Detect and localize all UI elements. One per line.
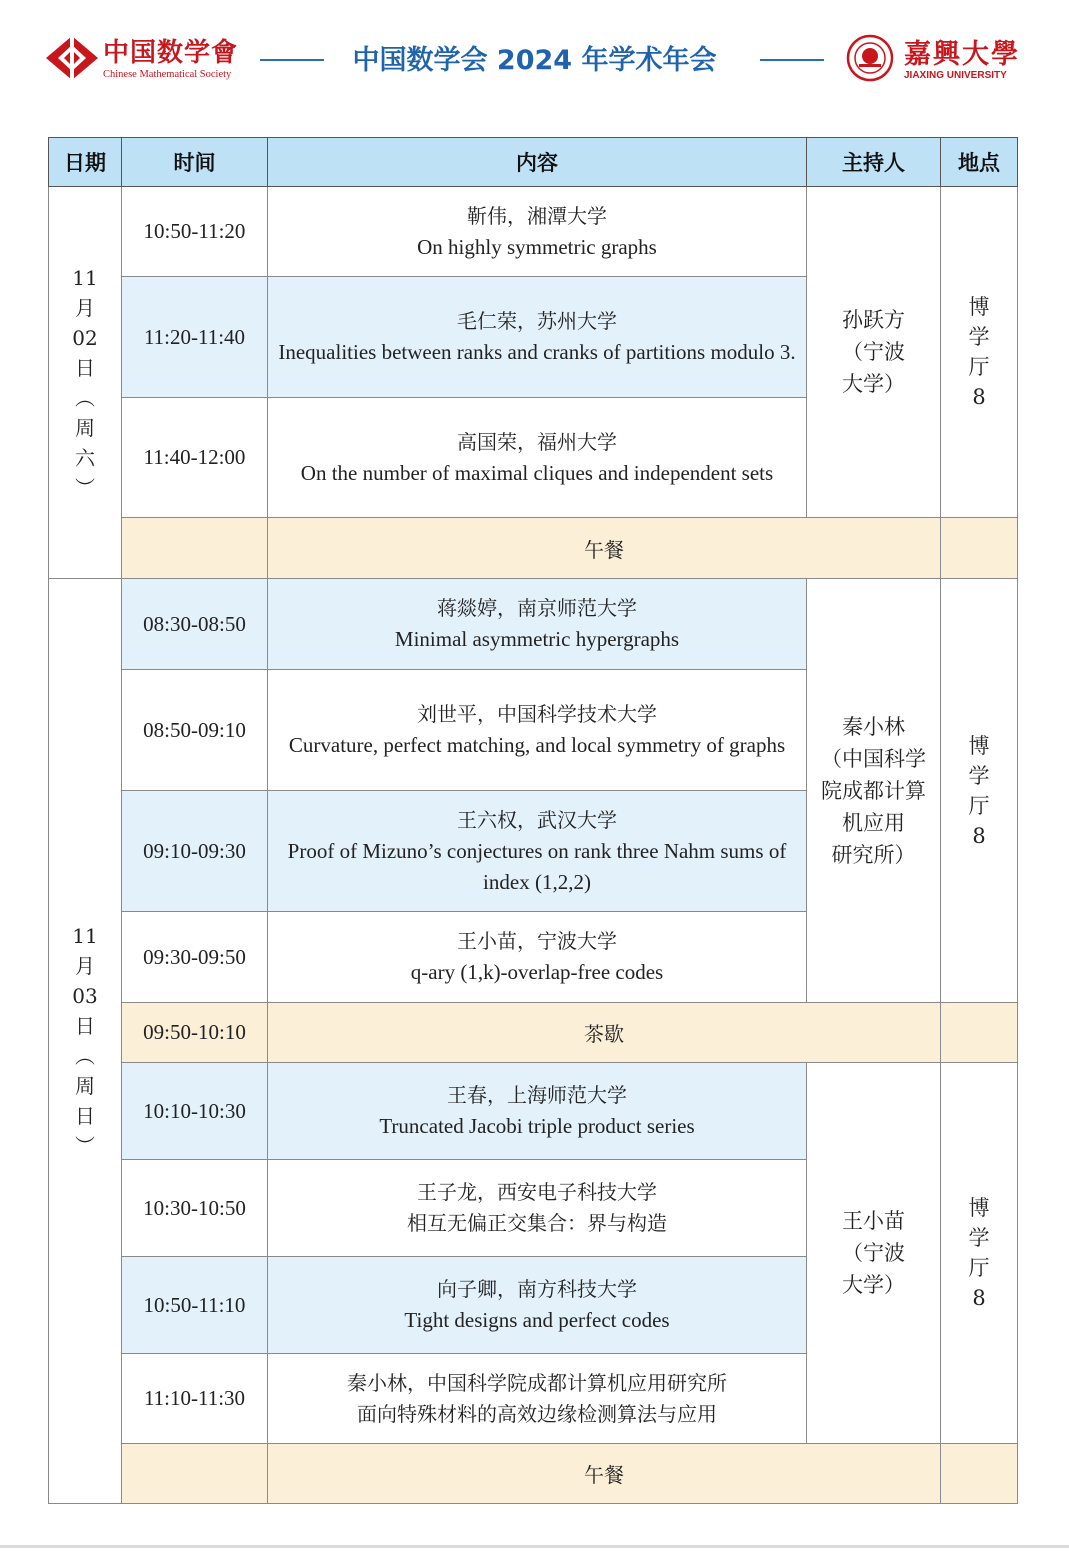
talk-speaker: 王春，上海师范大学 [447,1083,627,1107]
talk-speaker: 向子卿，南方科技大学 [437,1277,637,1301]
table-row [49,187,1018,277]
talk-time: 10:10-10:30 [122,1063,268,1160]
talk-content [268,670,807,791]
host-cell: 孙跃方 （宁波 大学） [807,187,941,518]
talk-time: 09:10-09:30 [122,791,268,912]
lunch-time-cell [122,1444,268,1504]
talk-title: 相互无偏正交集合：界与构造 [407,1211,667,1235]
talk-title: Proof of Mizuno’s conjectures on rank three Nahm sums of index (1,2,2) [287,838,787,894]
jiaxing-logo-subtitle: JIAXING UNIVERSITY [904,70,1007,81]
host-cell: 王小苗 （宁波 大学） [807,1063,941,1444]
table-header-row [49,138,1018,187]
jiaxing-logo [846,32,1026,88]
date-cell: 11 月 03 日 ︵ 周 日 ︶ [49,579,122,1504]
talk-content [268,277,807,398]
page-title: 中国数学会 2024 年学术年会 [352,45,717,76]
cms-logo-subtitle: Chinese Mathematical Society [103,69,232,80]
talk-content [268,1160,807,1257]
column-header-content: 内容 [268,138,807,187]
table-row [49,1063,1018,1160]
header-divider-right [760,59,824,61]
talk-content [268,398,807,518]
lunch-time-cell [122,518,268,579]
talk-speaker: 王六权，武汉大学 [457,807,617,832]
location-cell: 博 学 厅 8 [941,579,1018,1003]
talk-content [268,1257,807,1354]
lunch-location-cell [941,1444,1018,1504]
talk-time: 11:10-11:30 [122,1354,268,1444]
lunch-label: 午餐 [268,518,941,579]
tea-break-location-cell [941,1003,1018,1063]
talk-speaker: 王小苗，宁波大学 [457,929,617,953]
talk-content [268,1063,807,1160]
talk-content [268,912,807,1003]
tea-break-time: 09:50-10:10 [122,1003,268,1063]
host-cell: 秦小林 （中国科学 院成都计算 机应用 研究所） [807,579,941,1003]
lunch-label: 午餐 [268,1444,941,1504]
talk-title: Minimal asymmetric hypergraphs [394,627,680,651]
talk-title: q-ary (1,k)-overlap-free codes [410,960,664,984]
talk-title: Inequalities between ranks and cranks of partitions modulo 3. [278,340,796,364]
lunch-row [49,518,1018,579]
talk-speaker: 王子龙，西安电子科技大学 [417,1180,657,1204]
talk-speaker: 刘世平，中国科学技术大学 [417,702,657,726]
location-cell: 博 学 厅 8 [941,187,1018,518]
tea-break-label: 茶歇 [268,1003,941,1063]
jiaxing-emblem-icon [846,34,894,82]
page-header [0,0,1069,110]
column-header-host: 主持人 [807,138,941,187]
lunch-location-cell [941,518,1018,579]
talk-time: 11:20-11:40 [122,277,268,398]
talk-content [268,1354,807,1444]
jiaxing-logo-text: 嘉興大學 [904,39,1020,70]
talk-speaker: 蒋燚婷，南京师范大学 [437,596,637,620]
column-header-time: 时间 [122,138,268,187]
talk-title: 面向特殊材料的高效边缘检测算法与应用 [357,1401,717,1426]
column-header-location: 地点 [941,138,1018,187]
talk-speaker: 靳伟，湘潭大学 [467,203,607,228]
date-cell: 11 月 02 日 ︵ 周 六 ︶ [49,187,122,579]
talk-speaker: 高国荣，福州大学 [457,429,617,454]
talk-title: Tight designs and perfect codes [404,1308,670,1332]
talk-time: 08:50-09:10 [122,670,268,791]
talk-time: 10:30-10:50 [122,1160,268,1257]
talk-time: 08:30-08:50 [122,579,268,670]
talk-content [268,187,807,277]
talk-time: 11:40-12:00 [122,398,268,518]
table-row [49,579,1018,670]
talk-title: On the number of maximal cliques and independent sets [300,460,774,485]
talk-title: Truncated Jacobi triple product series [379,1114,695,1138]
talk-time: 10:50-11:10 [122,1257,268,1354]
location-cell: 博 学 厅 8 [941,1063,1018,1444]
page-bottom-divider [0,1545,1069,1548]
column-header-date: 日期 [49,138,122,187]
cms-logo-text: 中国数学會 [103,38,239,68]
talk-content [268,791,807,912]
talk-speaker: 毛仁荣，苏州大学 [457,309,617,333]
talk-content [268,579,807,670]
tea-break-row [49,1003,1018,1063]
talk-speaker: 秦小林，中国科学院成都计算机应用研究所 [347,1370,727,1395]
talk-time: 10:50-11:20 [122,187,268,277]
talk-title: On highly symmetric graphs [417,234,657,259]
talk-title: Curvature, perfect matching, and local symmetry of graphs [288,733,786,757]
talk-time: 09:30-09:50 [122,912,268,1003]
lunch-row [49,1444,1018,1504]
schedule-table [48,137,1018,1504]
